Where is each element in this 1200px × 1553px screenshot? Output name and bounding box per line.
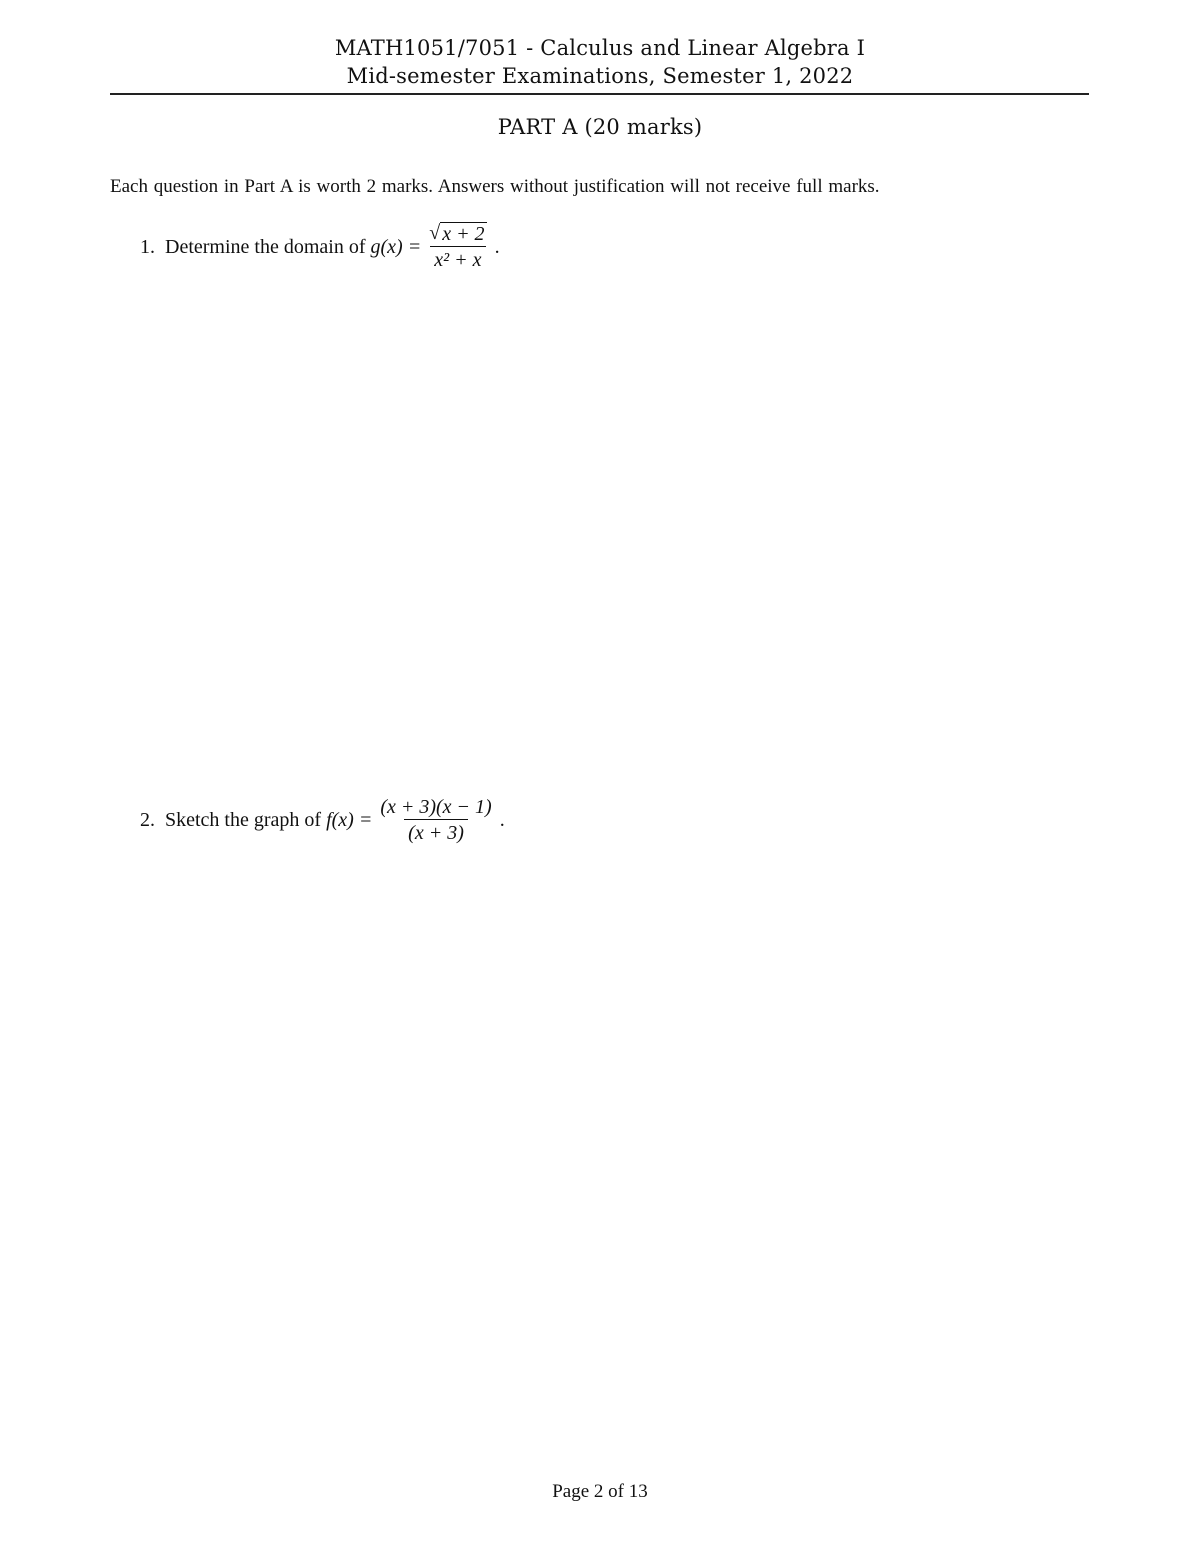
denominator: (x + 3) xyxy=(404,819,468,845)
period: . xyxy=(499,809,505,831)
question-number: 1. xyxy=(140,235,155,258)
question-1 xyxy=(140,222,500,272)
function-name: g(x) = xyxy=(370,235,422,258)
question-2 xyxy=(140,796,505,845)
section-instructions: Each question in Part A is worth 2 marks. Answers without justification will not receive full marks. xyxy=(110,176,880,197)
question-text: Sketch the graph of xyxy=(165,809,322,831)
section-title: PART A (20 marks) xyxy=(497,115,703,139)
question-number: 2. xyxy=(140,809,155,831)
period: . xyxy=(494,235,500,258)
numerator xyxy=(425,222,490,246)
radicand: x + 2 xyxy=(442,223,485,245)
question-text: Determine the domain of xyxy=(165,235,366,258)
function-name: f(x) = xyxy=(326,809,373,831)
sqrt-symbol: √ xyxy=(429,222,441,244)
denominator: x² + x xyxy=(430,246,485,272)
exam-subtitle: Mid-semester Examinations, Semester 1, 2022 xyxy=(346,64,854,88)
header-divider xyxy=(110,93,1089,95)
fraction xyxy=(425,222,490,272)
course-title: MATH1051/7051 - Calculus and Linear Algebra I xyxy=(334,36,866,60)
fraction xyxy=(376,796,495,845)
numerator: (x + 3)(x − 1) xyxy=(380,796,492,818)
page-number: Page 2 of 13 xyxy=(552,1481,648,1502)
